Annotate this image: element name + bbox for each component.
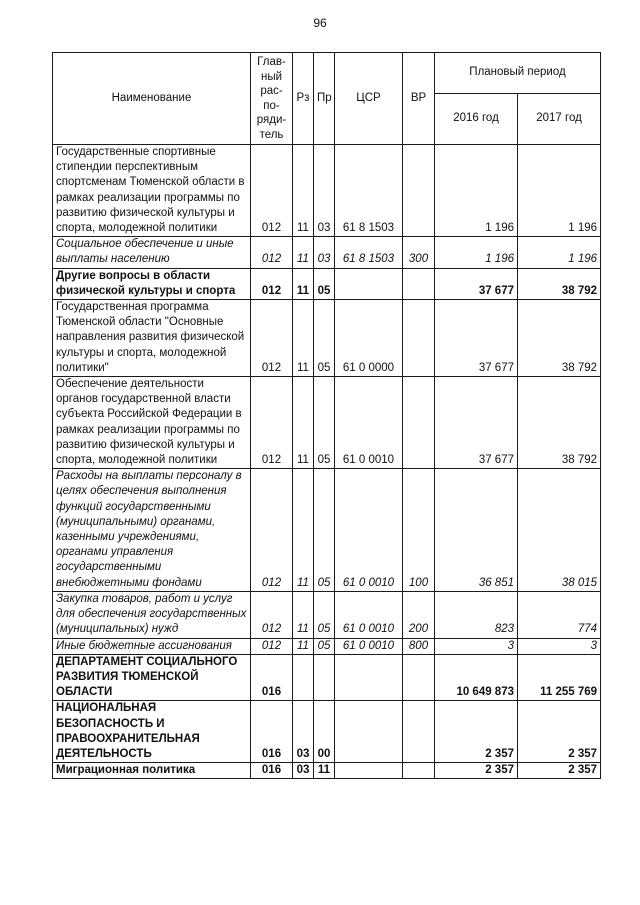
row-pr-cell: 03 — [314, 145, 335, 237]
table-row — [53, 591, 601, 638]
row-rz-cell: 03 — [293, 701, 314, 763]
row-glav-cell: 012 — [251, 638, 293, 654]
row-rz-cell: 11 — [293, 300, 314, 377]
row-2017-cell: 3 — [518, 638, 601, 654]
row-name-cell: Социальное обеспечение и иные выплаты населению — [53, 237, 251, 268]
row-2016-cell: 1 196 — [435, 237, 518, 268]
row-rz-cell: 11 — [293, 268, 314, 299]
row-vr-cell — [403, 763, 435, 779]
header-glavny: Глав- ный рас- по- ряди- тель — [251, 53, 293, 145]
row-glav-cell: 016 — [251, 701, 293, 763]
row-csr-cell — [335, 268, 403, 299]
row-name-cell: Миграционная политика — [53, 763, 251, 779]
row-vr-cell — [403, 701, 435, 763]
table-row — [53, 654, 601, 701]
header-csr: ЦСР — [335, 53, 403, 145]
row-2017-cell: 38 015 — [518, 469, 601, 592]
row-2016-cell: 2 357 — [435, 701, 518, 763]
row-glav-cell: 012 — [251, 145, 293, 237]
row-rz-cell: 11 — [293, 638, 314, 654]
table-body — [53, 145, 601, 779]
row-glav-cell: 012 — [251, 377, 293, 469]
header-rz: Рз — [293, 53, 314, 145]
row-glav-cell: 012 — [251, 300, 293, 377]
row-2016-cell: 36 851 — [435, 469, 518, 592]
row-pr-cell: 05 — [314, 300, 335, 377]
row-csr-cell: 61 8 1503 — [335, 145, 403, 237]
row-rz-cell: 11 — [293, 145, 314, 237]
row-rz-cell: 11 — [293, 591, 314, 638]
page-number: 96 — [313, 16, 327, 30]
row-2016-cell: 37 677 — [435, 268, 518, 299]
row-2016-cell: 37 677 — [435, 300, 518, 377]
row-rz-cell: 11 — [293, 237, 314, 268]
row-csr-cell: 61 0 0000 — [335, 300, 403, 377]
row-name-cell: ДЕПАРТАМЕНТ СОЦИАЛЬНОГО РАЗВИТИЯ ТЮМЕНСКОЙ ОБЛАСТИ — [53, 654, 251, 701]
table-row — [53, 377, 601, 469]
header-planned-period: Плановый период — [435, 53, 601, 94]
row-csr-cell: 61 0 0010 — [335, 591, 403, 638]
row-2017-cell: 774 — [518, 591, 601, 638]
table-row — [53, 469, 601, 592]
row-vr-cell — [403, 300, 435, 377]
row-glav-cell: 012 — [251, 237, 293, 268]
row-csr-cell: 61 0 0010 — [335, 469, 403, 592]
table-header — [53, 53, 601, 145]
table-row — [53, 638, 601, 654]
row-pr-cell: 00 — [314, 701, 335, 763]
row-name-cell: Государственная программа Тюменской области "Основные направления развития физической культуры и спорта, молодежной политики" — [53, 300, 251, 377]
row-pr-cell: 11 — [314, 763, 335, 779]
row-2017-cell: 1 196 — [518, 145, 601, 237]
table-row — [53, 237, 601, 268]
row-glav-cell: 016 — [251, 654, 293, 701]
row-name-cell: Иные бюджетные ассигнования — [53, 638, 251, 654]
row-vr-cell: 800 — [403, 638, 435, 654]
row-2017-cell: 38 792 — [518, 300, 601, 377]
row-name-cell: Расходы на выплаты персоналу в целях обеспечения выполнения функций государственными (муниципальными) органами, казенными учреждениями, органами управления государственными внебюджетными фондами — [53, 469, 251, 592]
table-row — [53, 701, 601, 763]
row-2017-cell: 11 255 769 — [518, 654, 601, 701]
row-glav-cell: 012 — [251, 469, 293, 592]
header-pr: Пр — [314, 53, 335, 145]
table-row — [53, 145, 601, 237]
row-csr-cell — [335, 763, 403, 779]
header-year-2017: 2017 год — [518, 94, 601, 145]
row-2017-cell: 2 357 — [518, 701, 601, 763]
row-name-cell: Закупка товаров, работ и услуг для обеспечения государственных (муниципальных) нужд — [53, 591, 251, 638]
row-name-cell: Обеспечение деятельности органов государственной власти субъекта Российской Федерации в рамках реализации программы по развитию физической культуры и спорта, молодежной политики — [53, 377, 251, 469]
row-2016-cell: 10 649 873 — [435, 654, 518, 701]
budget-table — [52, 52, 601, 779]
row-2016-cell: 3 — [435, 638, 518, 654]
row-glav-cell: 016 — [251, 763, 293, 779]
table-row — [53, 268, 601, 299]
row-pr-cell: 05 — [314, 268, 335, 299]
row-pr-cell: 05 — [314, 469, 335, 592]
row-2016-cell: 2 357 — [435, 763, 518, 779]
row-rz-cell: 03 — [293, 763, 314, 779]
row-rz-cell — [293, 654, 314, 701]
row-vr-cell — [403, 377, 435, 469]
row-vr-cell — [403, 145, 435, 237]
row-csr-cell — [335, 701, 403, 763]
row-name-cell: Другие вопросы в области физической культуры и спорта — [53, 268, 251, 299]
row-vr-cell — [403, 268, 435, 299]
row-vr-cell: 200 — [403, 591, 435, 638]
row-pr-cell — [314, 654, 335, 701]
row-pr-cell: 05 — [314, 377, 335, 469]
row-glav-cell: 012 — [251, 268, 293, 299]
row-2017-cell: 1 196 — [518, 237, 601, 268]
row-pr-cell: 05 — [314, 638, 335, 654]
row-2016-cell: 823 — [435, 591, 518, 638]
row-vr-cell: 300 — [403, 237, 435, 268]
row-csr-cell — [335, 654, 403, 701]
row-rz-cell: 11 — [293, 377, 314, 469]
row-csr-cell: 61 0 0010 — [335, 377, 403, 469]
header-name: Наименование — [53, 53, 251, 145]
row-csr-cell: 61 0 0010 — [335, 638, 403, 654]
row-vr-cell — [403, 654, 435, 701]
header-vr: ВР — [403, 53, 435, 145]
row-2016-cell: 1 196 — [435, 145, 518, 237]
row-2017-cell: 38 792 — [518, 377, 601, 469]
row-csr-cell: 61 8 1503 — [335, 237, 403, 268]
row-pr-cell: 05 — [314, 591, 335, 638]
row-name-cell: Государственные спортивные стипендии перспективным спортсменам Тюменской области в рамках реализации программы по развитию физической культуры и спорта, молодежной политики — [53, 145, 251, 237]
row-pr-cell: 03 — [314, 237, 335, 268]
row-2017-cell: 2 357 — [518, 763, 601, 779]
table-row — [53, 763, 601, 779]
header-year-2016: 2016 год — [435, 94, 518, 145]
row-vr-cell: 100 — [403, 469, 435, 592]
row-2016-cell: 37 677 — [435, 377, 518, 469]
row-rz-cell: 11 — [293, 469, 314, 592]
row-2017-cell: 38 792 — [518, 268, 601, 299]
row-glav-cell: 012 — [251, 591, 293, 638]
row-name-cell: НАЦИОНАЛЬНАЯ БЕЗОПАСНОСТЬ И ПРАВООХРАНИТЕЛЬНАЯ ДЕЯТЕЛЬНОСТЬ — [53, 701, 251, 763]
table-row — [53, 300, 601, 377]
